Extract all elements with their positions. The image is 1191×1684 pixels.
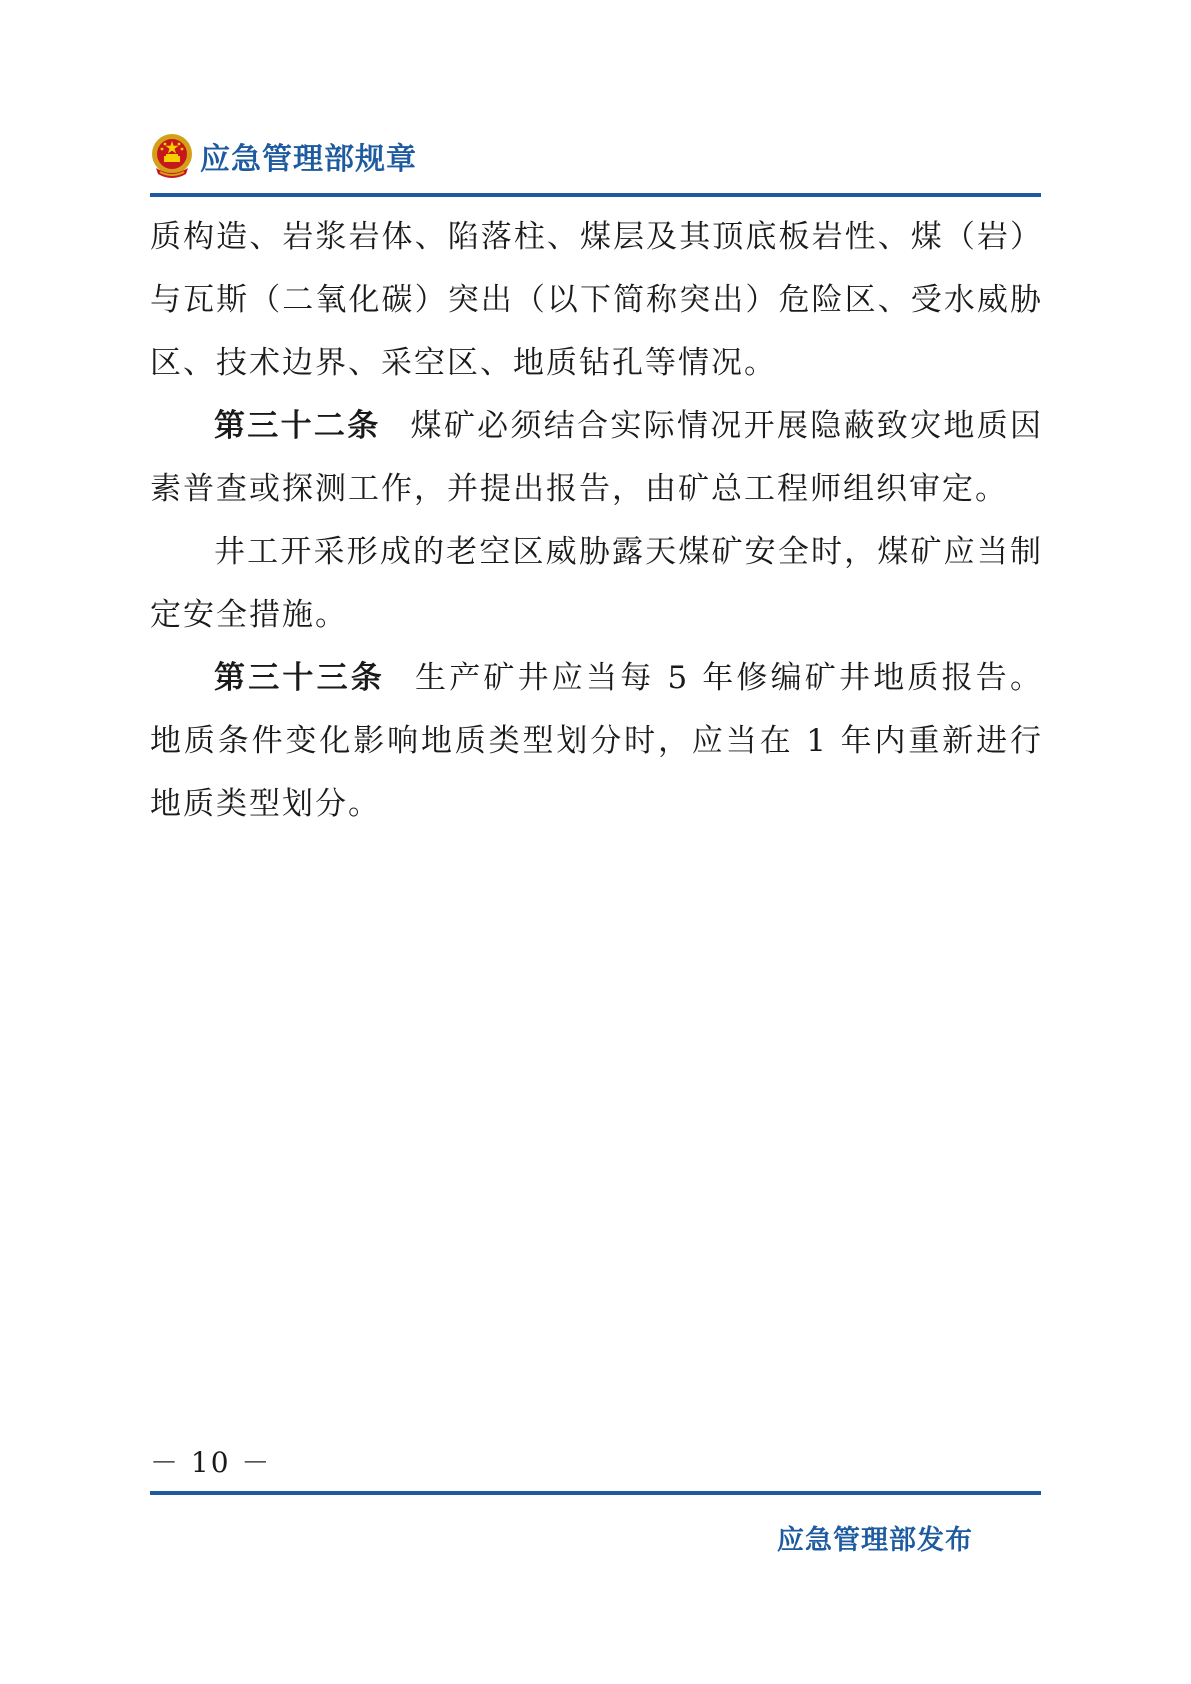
article-heading: 第三十三条 xyxy=(214,660,385,696)
header-divider xyxy=(150,193,1041,197)
page-number: － 10 － xyxy=(150,1446,272,1479)
paragraph-continuation: 质构造、岩浆岩体、陷落柱、煤层及其顶底板岩性、煤（岩）与瓦斯（二氧化碳）突出（以下简称突出）危险区、受水威胁区、技术边界、采空区、地质钻孔等情况。 xyxy=(150,219,1043,381)
article-text: 煤矿必须结合实际情况开展隐蔽致灾地质因素普查或探测工作，并提出报告，由矿总工程师组织审定。 xyxy=(150,408,1044,507)
header-title: 应急管理部规章 xyxy=(200,142,417,177)
publisher-label: 应急管理部发布 xyxy=(777,1525,973,1556)
article-33 xyxy=(150,647,1043,836)
page-header xyxy=(150,128,417,184)
article-heading: 第三十二条 xyxy=(214,408,381,444)
paragraph: 井工开采形成的老空区威胁露天煤矿安全时，煤矿应当制定安全措施。 xyxy=(150,534,1043,633)
national-emblem-icon xyxy=(150,132,194,180)
footer-divider xyxy=(150,1491,1041,1495)
document-body xyxy=(150,206,1043,836)
article-text: 生产矿井应当每 5 年修编矿井地质报告。地质条件变化影响地质类型划分时，应当在 1 年内重新进行地质类型划分。 xyxy=(150,660,1043,822)
article-32 xyxy=(150,395,1043,521)
